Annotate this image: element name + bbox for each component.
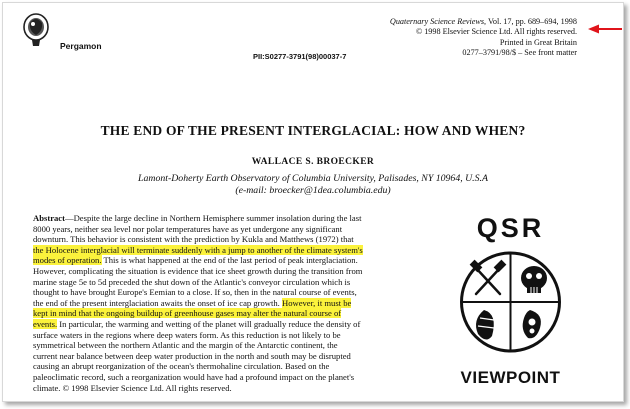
volume-pages: , Vol. 17, pp. 689–694, 1998 — [484, 17, 577, 26]
abstract-line: downturn. This behavior is consistent with the prediction by Kukla and Matthews (1972) that — [33, 234, 354, 245]
foraminifera-icon — [523, 310, 541, 338]
abstract-line: However, complicating the situation is evidence that ice sheet growth during the transition from — [33, 265, 363, 276]
abstract-line — [33, 245, 438, 256]
issn-line: 0277–3791/98/$ – See front matter — [462, 47, 577, 57]
citation-block — [390, 17, 577, 58]
journal-page — [2, 2, 624, 402]
elsevier-tree-logo — [21, 11, 51, 49]
abstract-line: 8000 years, neither sea level nor polar temperatures have as yet undergone any significant — [33, 223, 343, 234]
abstract-line: Abstract—Despite the large decline in Northern Hemisphere summer insolation during the last — [33, 213, 362, 223]
shell-icon — [476, 310, 494, 340]
qsr-viewpoint-logo — [448, 210, 573, 390]
abstract-line: surface waters in the regions where deep waters form. As this reduction is not likely to be — [33, 329, 341, 340]
abstract-line: current near balance between deep water production in the north and south may be disrupted — [33, 350, 351, 361]
abstract-paragraph — [33, 213, 438, 393]
pii-identifier: PII:S0277-3791(98)00037-7 — [253, 52, 347, 61]
abstract-line: the end of the present interglaciation awaits the onset of ice cap growth. However, it must be — [33, 297, 352, 308]
abstract-line: events. In particular, the warming and wetting of the planet will gradually reduce the density of — [33, 318, 361, 329]
publisher-name: Pergamon — [60, 41, 102, 51]
abstract-line — [33, 308, 438, 319]
citation-line — [390, 17, 577, 27]
highlighted-text: However, it must be — [281, 297, 352, 308]
highlighted-text: events. — [33, 318, 58, 329]
printed-line: Printed in Great Britain — [499, 37, 577, 47]
author-email: (e-mail: broecker@1dea.columbia.edu) — [235, 185, 391, 196]
journal-name: Quaternary Science Reviews — [389, 17, 485, 26]
highlighted-text: kept in mind that the ongoing buildup of greenhouse gases may alter the natural course of — [33, 308, 342, 319]
abstract-line: climate. © 1998 Elsevier Science Ltd. All rights reserved. — [33, 382, 232, 393]
abstract-line: marine stage 5e to 5d preceded the shut down of the Atlantic's conveyor circulation which is — [33, 276, 351, 287]
abstract-line: symmetrical between the northern Atlantic and the margin of the Antarctic continent, the — [33, 340, 338, 351]
abstract-line: causing an abrupt reorganization of the ocean's thermohaline circulation. Based on the — [33, 361, 330, 372]
abstract-label: Abstract — [33, 213, 65, 223]
highlighted-text: modes of operation. — [33, 255, 102, 266]
red-arrow-icon — [588, 24, 622, 34]
viewpoint-text: VIEWPOINT — [460, 368, 561, 387]
skull-icon — [521, 266, 547, 293]
qsr-text: QSR — [476, 213, 545, 243]
author-affiliation — [3, 173, 623, 197]
article-title: THE END OF THE PRESENT INTERGLACIAL: HOW AND WHEN? — [100, 123, 526, 138]
abstract-line: thought to have brought Europe's Eemian to a close. If so, then in the natural course of events, — [33, 287, 357, 298]
hammers-icon — [470, 260, 505, 294]
affiliation-text: Lamont-Doherty Earth Observatory of Columbia University, Palisades, NY 10964, U.S.A — [138, 173, 488, 184]
abstract-line: paleoclimatic record, such a reorganization would have had a profound impact on the planet's — [33, 371, 355, 382]
abstract-line: modes of operation. This is what happened at the end of the last period of peak interglaciation. — [33, 255, 358, 266]
copyright-line: © 1998 Elsevier Science Ltd. All rights reserved. — [415, 27, 577, 37]
highlighted-text: the Holocene interglacial will terminate suddenly with a jump to another of the climate system's — [33, 244, 363, 255]
article-author: WALLACE S. BROECKER — [251, 157, 375, 167]
